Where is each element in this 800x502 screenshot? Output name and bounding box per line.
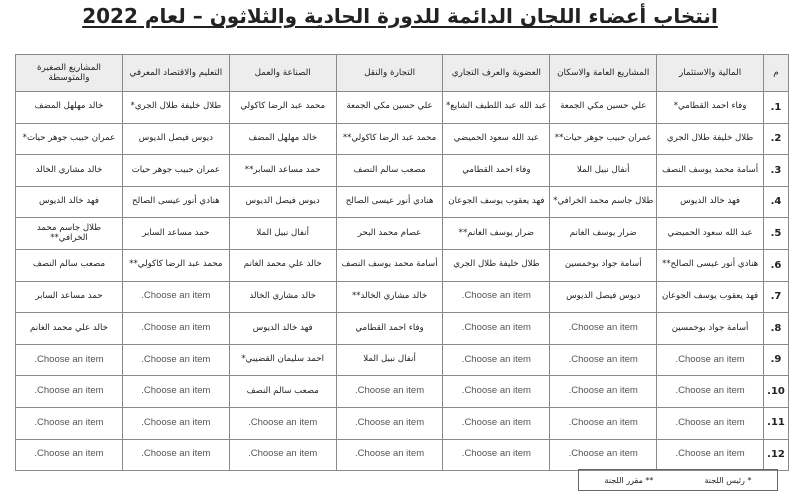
member-cell[interactable]: حمد مساعد السابر bbox=[16, 281, 123, 313]
member-dropdown-placeholder[interactable]: Choose an item. bbox=[122, 376, 229, 408]
member-dropdown-placeholder[interactable]: Choose an item. bbox=[16, 344, 123, 376]
table-row bbox=[16, 218, 789, 250]
member-cell[interactable]: عمران حبيب جوهر حيات bbox=[122, 155, 229, 187]
table-body bbox=[16, 92, 789, 471]
member-cell[interactable]: فهد خالد الديوس bbox=[657, 186, 764, 218]
member-cell[interactable]: خالد مشاري الخالد bbox=[229, 281, 336, 313]
member-cell[interactable]: أسامة جواد بوخمسين bbox=[550, 249, 657, 281]
member-cell[interactable]: فهد خالد الديوس bbox=[229, 313, 336, 345]
member-dropdown-placeholder[interactable]: Choose an item. bbox=[16, 439, 123, 471]
member-cell[interactable]: أسامة محمد يوسف النصف bbox=[336, 249, 443, 281]
row-number: 7. bbox=[764, 281, 789, 313]
member-cell[interactable]: وفاء احمد القطامي bbox=[336, 313, 443, 345]
column-header: المشاريع العامة والاسكان bbox=[550, 55, 657, 92]
row-number: 3. bbox=[764, 155, 789, 187]
member-dropdown-placeholder[interactable]: Choose an item. bbox=[336, 376, 443, 408]
member-cell[interactable]: ضرار يوسف الغانم bbox=[550, 218, 657, 250]
column-header: الصناعة والعمل bbox=[229, 55, 336, 92]
member-cell[interactable]: أنفال نبيل الملا bbox=[336, 344, 443, 376]
member-cell[interactable]: عبد الله سعود الحميضي bbox=[657, 218, 764, 250]
member-dropdown-placeholder[interactable]: Choose an item. bbox=[336, 439, 443, 471]
member-dropdown-placeholder[interactable]: Choose an item. bbox=[657, 407, 764, 439]
member-dropdown-placeholder[interactable]: Choose an item. bbox=[550, 407, 657, 439]
member-cell[interactable]: هنادي أنور عيسى الصالح bbox=[336, 186, 443, 218]
table-row bbox=[16, 281, 789, 313]
member-cell[interactable]: وفاء احمد القطامي bbox=[443, 155, 550, 187]
member-cell[interactable]: عمران حبيب جوهر حيات* bbox=[16, 123, 123, 155]
member-cell[interactable]: عبد الله سعود الحميضي bbox=[443, 123, 550, 155]
member-dropdown-placeholder[interactable]: Choose an item. bbox=[443, 376, 550, 408]
member-cell[interactable]: حمد مساعد السابر** bbox=[229, 155, 336, 187]
member-cell[interactable]: طلال جاسم محمد الخرافي* bbox=[550, 186, 657, 218]
table-row bbox=[16, 123, 789, 155]
member-cell[interactable]: خالد مهلهل المضف bbox=[16, 92, 123, 124]
member-dropdown-placeholder[interactable]: Choose an item. bbox=[443, 439, 550, 471]
member-dropdown-placeholder[interactable]: Choose an item. bbox=[122, 407, 229, 439]
member-dropdown-placeholder[interactable]: Choose an item. bbox=[122, 344, 229, 376]
member-cell[interactable]: محمد عبد الرضا كاكولي** bbox=[122, 249, 229, 281]
member-dropdown-placeholder[interactable]: Choose an item. bbox=[550, 376, 657, 408]
header-row bbox=[16, 55, 789, 92]
member-cell[interactable]: محمد عبد الرضا كاكولي** bbox=[336, 123, 443, 155]
member-cell[interactable]: أسامة محمد يوسف النصف bbox=[657, 155, 764, 187]
member-cell[interactable]: عصام محمد البحر bbox=[336, 218, 443, 250]
row-number: 10. bbox=[764, 376, 789, 408]
member-dropdown-placeholder[interactable]: Choose an item. bbox=[443, 281, 550, 313]
member-cell[interactable]: خالد علي محمد الغانم bbox=[16, 313, 123, 345]
column-header: المالية والاستثمار bbox=[657, 55, 764, 92]
member-cell[interactable]: أنفال نبيل الملا bbox=[229, 218, 336, 250]
member-cell[interactable]: فهد يعقوب يوسف الجوعان bbox=[443, 186, 550, 218]
column-header: العضوية والعرف التجاري bbox=[443, 55, 550, 92]
column-header: التعليم والاقتصاد المعرفي bbox=[122, 55, 229, 92]
table-row bbox=[16, 155, 789, 187]
table-row bbox=[16, 92, 789, 124]
column-header: التجارة والنقل bbox=[336, 55, 443, 92]
member-cell[interactable]: فهد خالد الديوس bbox=[16, 186, 123, 218]
member-dropdown-placeholder[interactable]: Choose an item. bbox=[550, 344, 657, 376]
member-cell[interactable]: أسامة جواد بوخمسين bbox=[657, 313, 764, 345]
member-cell[interactable]: خالد علي محمد الغانم bbox=[229, 249, 336, 281]
table-row bbox=[16, 186, 789, 218]
member-cell[interactable]: ضرار يوسف الغانم** bbox=[443, 218, 550, 250]
row-number: 8. bbox=[764, 313, 789, 345]
member-dropdown-placeholder[interactable]: Choose an item. bbox=[122, 281, 229, 313]
member-dropdown-placeholder[interactable]: Choose an item. bbox=[443, 407, 550, 439]
title-text: انتخاب أعضاء اللجان الدائمة للدورة الحادية والثلاثون – لعام 2022 bbox=[82, 4, 718, 28]
member-cell[interactable]: ديوس فيصل الديوس bbox=[122, 123, 229, 155]
member-dropdown-placeholder[interactable]: Choose an item. bbox=[443, 313, 550, 345]
row-number: 6. bbox=[764, 249, 789, 281]
member-cell[interactable]: فهد يعقوب يوسف الجوعان bbox=[657, 281, 764, 313]
member-cell[interactable]: طلال خليفة طلال الجري* bbox=[122, 92, 229, 124]
member-cell[interactable]: علي حسين مكي الجمعة bbox=[336, 92, 443, 124]
table-row bbox=[16, 313, 789, 345]
member-dropdown-placeholder[interactable]: Choose an item. bbox=[16, 376, 123, 408]
member-cell[interactable]: خالد مشاري الخالد** bbox=[336, 281, 443, 313]
member-cell[interactable]: حمد مساعد السابر bbox=[122, 218, 229, 250]
member-cell[interactable]: طلال خليفة طلال الجري bbox=[443, 249, 550, 281]
member-dropdown-placeholder[interactable]: Choose an item. bbox=[16, 407, 123, 439]
legend-box bbox=[578, 469, 778, 491]
member-cell[interactable]: ديوس فيصل الديوس bbox=[550, 281, 657, 313]
member-cell[interactable]: ديوس فيصل الديوس bbox=[229, 186, 336, 218]
row-number: 11. bbox=[764, 407, 789, 439]
member-cell[interactable]: خالد مشاري الخالد bbox=[16, 155, 123, 187]
member-cell[interactable]: وفاء احمد القطامي* bbox=[657, 92, 764, 124]
member-cell[interactable]: عبد الله عبد اللطيف الشايع* bbox=[443, 92, 550, 124]
member-dropdown-placeholder[interactable]: Choose an item. bbox=[122, 313, 229, 345]
member-dropdown-placeholder[interactable]: Choose an item. bbox=[550, 313, 657, 345]
member-cell[interactable]: مصعب سالم النصف bbox=[229, 376, 336, 408]
column-header: المشاريع الصغيرة والمتوسطة bbox=[16, 55, 123, 92]
member-cell[interactable]: هنادي أنور عيسى الصالح** bbox=[657, 249, 764, 281]
member-dropdown-placeholder[interactable]: Choose an item. bbox=[122, 439, 229, 471]
member-cell[interactable]: خالد مهلهل المضف bbox=[229, 123, 336, 155]
member-dropdown-placeholder[interactable]: Choose an item. bbox=[550, 439, 657, 471]
member-cell[interactable]: هنادي أنور عيسى الصالح bbox=[122, 186, 229, 218]
table-row bbox=[16, 439, 789, 471]
table-row bbox=[16, 249, 789, 281]
member-dropdown-placeholder[interactable]: Choose an item. bbox=[657, 439, 764, 471]
member-cell[interactable]: عمران حبيب جوهر حيات** bbox=[550, 123, 657, 155]
row-number: 4. bbox=[764, 186, 789, 218]
member-dropdown-placeholder[interactable]: Choose an item. bbox=[229, 439, 336, 471]
table-row bbox=[16, 407, 789, 439]
column-header: م bbox=[764, 55, 789, 92]
member-cell[interactable]: مصعب سالم النصف bbox=[16, 249, 123, 281]
row-number: 12. bbox=[764, 439, 789, 471]
member-cell[interactable]: مصعب سالم النصف bbox=[336, 155, 443, 187]
table-row bbox=[16, 376, 789, 408]
member-cell[interactable]: احمد سليمان القضيبي* bbox=[229, 344, 336, 376]
member-dropdown-placeholder[interactable]: Choose an item. bbox=[657, 344, 764, 376]
row-number: 5. bbox=[764, 218, 789, 250]
member-cell[interactable]: علي حسين مكي الجمعة bbox=[550, 92, 657, 124]
document-title bbox=[0, 4, 800, 28]
member-dropdown-placeholder[interactable]: Choose an item. bbox=[657, 376, 764, 408]
row-number: 2. bbox=[764, 123, 789, 155]
row-number: 1. bbox=[764, 92, 789, 124]
member-dropdown-placeholder[interactable]: Choose an item. bbox=[229, 407, 336, 439]
legend-rapporteur: ** مقرر اللجنة bbox=[604, 475, 654, 485]
member-dropdown-placeholder[interactable]: Choose an item. bbox=[336, 407, 443, 439]
member-cell[interactable]: طلال جاسم محمد الخرافي** bbox=[16, 218, 123, 250]
table-row bbox=[16, 344, 789, 376]
committees-table bbox=[15, 54, 789, 471]
member-dropdown-placeholder[interactable]: Choose an item. bbox=[443, 344, 550, 376]
legend-chair: * رئيس اللجنة bbox=[704, 475, 752, 485]
row-number: 9. bbox=[764, 344, 789, 376]
member-cell[interactable]: محمد عبد الرضا كاكولي bbox=[229, 92, 336, 124]
member-cell[interactable]: طلال خليفة طلال الجري bbox=[657, 123, 764, 155]
member-cell[interactable]: أنفال نبيل الملا bbox=[550, 155, 657, 187]
